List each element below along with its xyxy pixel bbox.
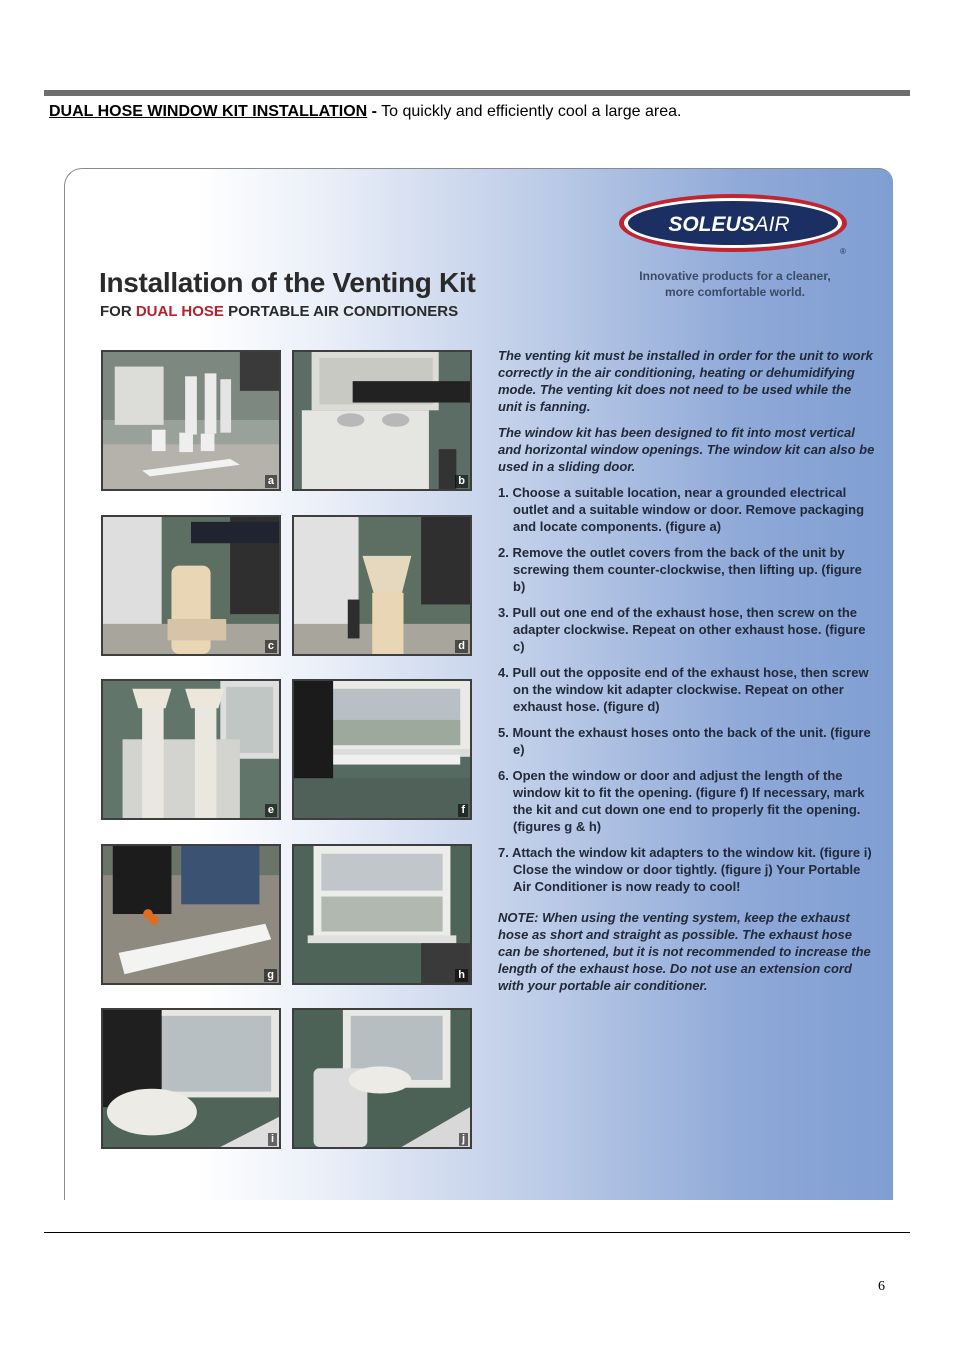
figure-b-photo [292, 350, 472, 491]
page-number: 6 [878, 1279, 885, 1294]
figure-h-photo [292, 844, 472, 985]
subtitle-highlight: DUAL HOSE [135, 303, 224, 320]
section-title: DUAL HOSE WINDOW KIT INSTALLATION [49, 103, 368, 120]
figure-label: h [455, 969, 468, 982]
figure-label: c [265, 640, 277, 653]
figure-f-photo [292, 679, 472, 820]
note-text: When using the venting system, keep the exhaust hose as short and straight as possible. The exhaust hose can be shortened, but it is not recommended to increase the length of the exhaust hose. Do not use an extension cord with your portable air conditioner. [498, 910, 871, 993]
figure-label: b [455, 475, 468, 488]
tagline [625, 268, 845, 300]
section-heading [49, 103, 681, 121]
logo-registered: ® [840, 247, 846, 256]
svg-text:SOLEUSAIR [668, 213, 789, 236]
figure-label: e [265, 804, 277, 817]
venting-kit-panel [64, 168, 893, 1200]
bottom-rule [44, 1232, 910, 1233]
figure-label: g [264, 969, 277, 982]
steps-list [498, 484, 876, 895]
note-label: NOTE: [498, 910, 539, 925]
panel-subtitle: FOR DUAL HOSE PORTABLE AIR CONDITIONERS [100, 303, 459, 320]
section-dash: - [371, 103, 377, 120]
figure-label: a [265, 475, 277, 488]
figure-label: j [459, 1133, 468, 1146]
top-rule [44, 90, 910, 96]
instructions [498, 347, 876, 1003]
figure-d-photo [292, 515, 472, 656]
step-item: 3. Pull out one end of the exhaust hose, then screw on the adapter clockwise. Repeat on other exhaust hose. (figure c) [498, 605, 866, 654]
panel-title: Installation of the Venting Kit [99, 267, 476, 298]
logo-brand-accent: AIR [754, 213, 790, 236]
figure-j-photo [292, 1008, 472, 1149]
figure-g-photo [101, 844, 281, 985]
figure-e-photo [101, 679, 281, 820]
intro-paragraph: The venting kit must be installed in order for the unit to work correctly in the air conditioning, heating or dehumidifying mode. The venting kit does not need to be used while the unit is fanning. [498, 348, 873, 414]
figure-a-photo [101, 350, 281, 491]
section-description: To quickly and efficiently cool a large area. [381, 103, 682, 120]
step-item: 2. Remove the outlet covers from the back of the unit by screwing them counter-clockwise, then lifting up. (figure b) [498, 545, 862, 594]
figure-label: i [268, 1133, 277, 1146]
logo-brand-main: SOLEUS [668, 213, 755, 236]
tagline-line: Innovative products for a cleaner, [639, 269, 831, 283]
intro-paragraph: The window kit has been designed to fit into most vertical and horizontal window openings. The window kit can also be used in a sliding door. [498, 425, 875, 474]
step-item: 4. Pull out the opposite end of the exhaust hose, then screw on the window kit adapter clockwise. Repeat on other exhaust hose. (figure d) [498, 665, 869, 714]
figure-i-photo [101, 1008, 281, 1149]
step-item: 1. Choose a suitable location, near a grounded electrical outlet and a suitable window or door. Remove packaging and locate components. (figure a) [498, 485, 865, 534]
figure-c-photo [101, 515, 281, 656]
step-item: 5. Mount the exhaust hoses onto the back of the unit. (figure e) [498, 725, 871, 757]
figure-label: f [458, 804, 468, 817]
tagline-line: more comfortable world. [664, 285, 806, 299]
note-paragraph [498, 909, 876, 994]
step-item: 7. Attach the window kit adapters to the window kit. (figure i) Close the window or door tightly. (figure j) Your Portable Air Conditioner is now ready to cool! [498, 845, 872, 894]
step-item: 6. Open the window or door and adjust the length of the window kit to fit the opening. (figure f) If necessary, mark the kit and cut down one end to properly fit the opening. (figures g & h) [498, 768, 865, 834]
figure-label: d [455, 640, 468, 653]
soleusair-logo [617, 191, 857, 257]
